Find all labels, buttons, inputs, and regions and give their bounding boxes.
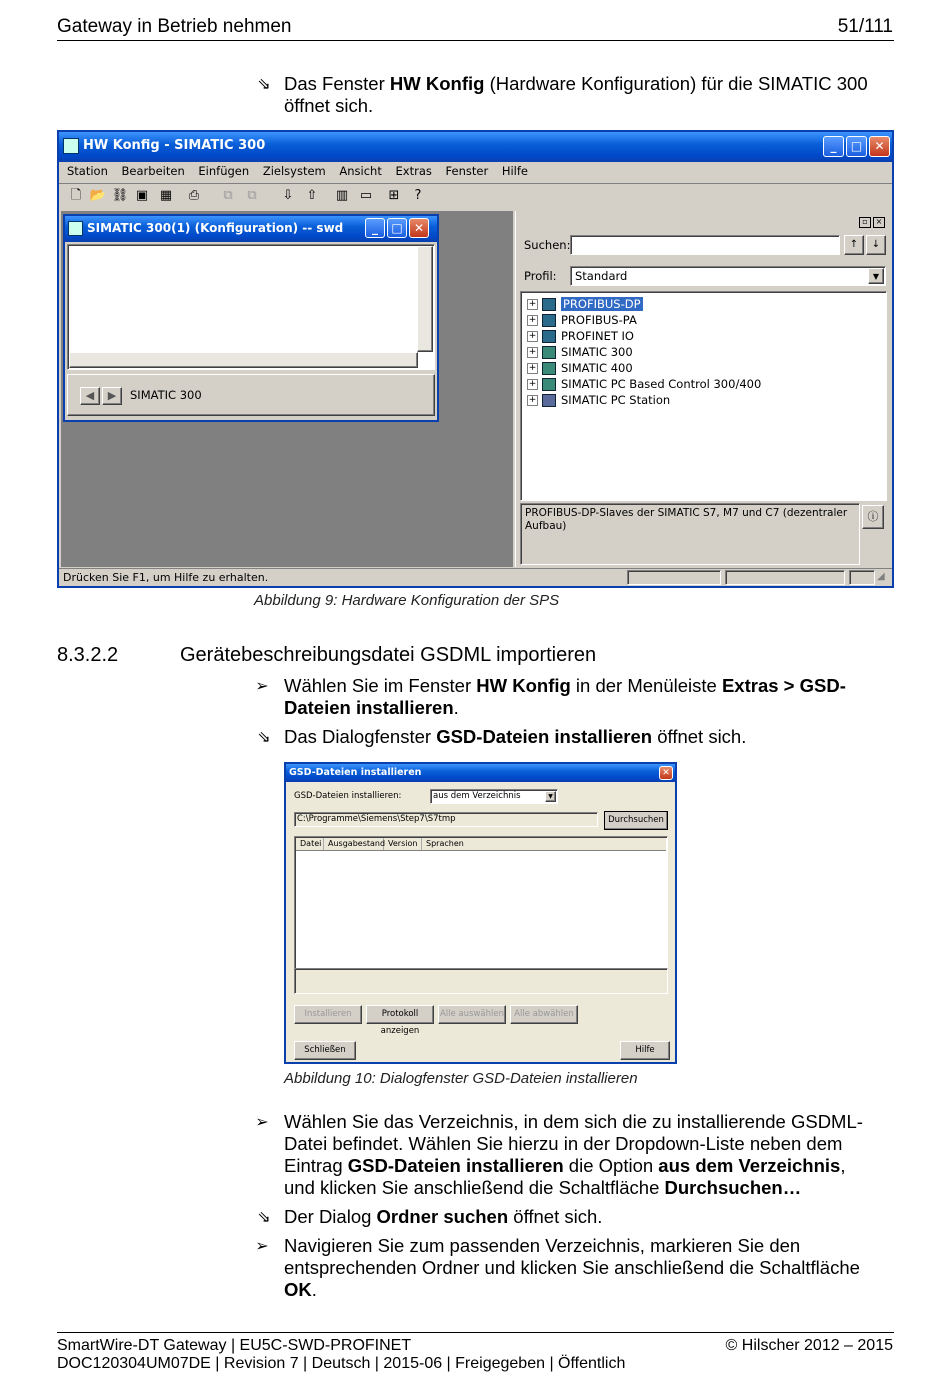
close-button[interactable]: Schließen [294, 1041, 356, 1060]
help-button[interactable]: Hilfe [620, 1041, 670, 1060]
network-node-icon [542, 314, 556, 327]
bullet-arrow-icon: ➢ [255, 678, 269, 695]
menu-extras[interactable]: Extras [395, 164, 432, 178]
station-titlebar [65, 216, 437, 242]
description-box: PROFIBUS-DP-Slaves der SIMATIC S7, M7 und C7 (dezentraler Aufbau) [520, 503, 860, 565]
col-ausgabestand[interactable]: Ausgabestand [324, 838, 384, 850]
step-text-2: Wählen Sie im Fenster HW Konfig in der Menüleiste Extras > GSD- Dateien installieren. [284, 675, 846, 718]
print-icon[interactable]: ⎙ [188, 188, 200, 203]
footer-rule [57, 1332, 894, 1333]
tree-item-profinet-io[interactable]: + PROFINET IO [528, 329, 634, 343]
toolbar [59, 184, 892, 210]
station-window [63, 214, 439, 422]
section-number: 8.3.2.2 [57, 644, 119, 666]
chevron-down-icon[interactable]: ▼ [868, 268, 884, 284]
hwkonfig-titlebar [59, 132, 892, 162]
tree-item-profibus-pa[interactable]: + PROFIBUS-PA [528, 313, 637, 327]
step-text-4: Navigieren Sie zum passenden Verzeichnis, markieren Sie den entsprechenden Ordner und klicken Sie anschließend die Schaltfläche OK. [284, 1235, 860, 1300]
header-title: Gateway in Betrieb nehmen [57, 16, 292, 37]
station-maximize-icon[interactable]: □ [387, 218, 407, 238]
search-label: Suchen: [524, 238, 571, 252]
rack-icon [542, 362, 556, 375]
network-node-icon [542, 330, 556, 343]
network-node-icon [542, 298, 556, 311]
section-title: Gerätebeschreibungsdatei GSDML importieren [180, 644, 597, 666]
menu-hilfe[interactable]: Hilfe [501, 164, 529, 178]
back-arrow-icon[interactable]: ◀ [80, 387, 100, 405]
install-button[interactable]: Installieren [294, 1005, 362, 1024]
tree-item-simatic-300[interactable]: + SIMATIC 300 [528, 345, 633, 359]
vertical-scrollbar[interactable] [417, 246, 433, 352]
menu-zielsystem[interactable]: Zielsystem [262, 164, 326, 178]
result-text-2: Das Dialogfenster GSD-Dateien installieren öffnet sich. [284, 726, 747, 747]
compile-icon[interactable]: ▦ [159, 188, 173, 203]
gsd-path-field[interactable]: C:\Programme\Siemens\Step7\S7tmp [294, 812, 598, 827]
col-datei[interactable]: Datei [296, 838, 324, 850]
menu-ansicht[interactable]: Ansicht [339, 164, 382, 178]
menubar [67, 164, 538, 182]
help-context-icon[interactable]: ? [414, 188, 422, 203]
upload-icon[interactable]: ⇧ [306, 188, 318, 203]
gsd-dialog [284, 762, 677, 1064]
tree-item-simatic-pc-based[interactable]: + SIMATIC PC Based Control 300/400 [528, 377, 762, 391]
profile-select[interactable] [570, 266, 886, 286]
footer-product: SmartWire-DT Gateway | EU5C-SWD-PROFINET [57, 1337, 412, 1354]
station-label: SIMATIC 300 [130, 388, 202, 402]
step-text-3: Wählen Sie das Verzeichnis, in dem sich die zu installierende GSDML- Datei befindet. Wählen Sie hierzu in der Dropdown-Liste neben dem Eintrag GSD-Dateien installieren die Option aus dem Verzeichnis, und klicken Sie anschließend die Schaltfläche Durchsuchen… [284, 1111, 863, 1198]
horizontal-scrollbar[interactable] [69, 352, 418, 368]
paste-icon[interactable]: ⧉ [247, 188, 257, 203]
catalog-info-icon[interactable]: ⓘ [862, 505, 884, 529]
app-icon [63, 138, 79, 154]
rack-icon [542, 346, 556, 359]
network-icon[interactable]: ⛓ [111, 188, 129, 203]
gsd-source-value: aus dem Verzeichnis [433, 791, 521, 801]
netpro-icon[interactable]: ⊞ [388, 188, 400, 203]
resize-grip-icon[interactable]: ◢ [877, 571, 885, 582]
gsd-list-header [296, 838, 666, 851]
browse-button[interactable]: Durchsuchen [604, 811, 668, 830]
catalog-panel [515, 211, 893, 567]
result-text-3: Der Dialog Ordner suchen öffnet sich. [284, 1206, 603, 1227]
tree-item-simatic-400[interactable]: + SIMATIC 400 [528, 361, 633, 375]
show-log-button[interactable]: Protokoll anzeigen [366, 1005, 434, 1024]
footer-copyright: © Hilscher 2012 – 2015 [725, 1337, 893, 1354]
tree-item-simatic-pc-station[interactable]: + SIMATIC PC Station [528, 393, 671, 407]
profile-label: Profil: [524, 269, 557, 283]
menu-station[interactable]: Station [67, 164, 108, 178]
copy-icon[interactable]: ⧉ [223, 188, 233, 203]
caption-figure-10: Abbildung 10: Dialogfenster GSD-Dateien installieren [284, 1070, 638, 1087]
close-icon[interactable]: ✕ [869, 136, 890, 157]
caption-figure-9: Abbildung 9: Hardware Konfiguration der SPS [254, 592, 560, 609]
menu-fenster[interactable]: Fenster [445, 164, 489, 178]
maximize-icon[interactable]: □ [846, 136, 867, 157]
result-arrow-icon: ⇘ [257, 1209, 271, 1226]
pc-station-icon [542, 394, 556, 407]
new-icon[interactable]: 🗋 [70, 188, 82, 203]
search-down-icon[interactable]: ↓ [866, 235, 886, 255]
station-title: SIMATIC 300(1) (Konfiguration) -- swd [87, 221, 344, 235]
save-icon[interactable]: ▣ [135, 188, 149, 203]
result-arrow-icon: ⇘ [257, 729, 271, 746]
station-canvas[interactable] [67, 244, 435, 370]
gsd-title: GSD-Dateien installieren [289, 767, 422, 778]
header-rule [57, 40, 894, 41]
gsd-source-select[interactable] [430, 789, 558, 804]
footer-doc-info: DOC120304UM07DE | Revision 7 | Deutsch | 2015-06 | Freigegeben | Öffentlich [57, 1355, 626, 1372]
open-icon[interactable]: 📂 [89, 188, 107, 203]
menu-bearbeiten[interactable]: Bearbeiten [121, 164, 185, 178]
rack-icon [542, 378, 556, 391]
panel-close-icon[interactable]: × [873, 217, 885, 228]
menu-einfuegen[interactable]: Einfügen [198, 164, 250, 178]
station-icon [68, 221, 83, 236]
gsd-install-label: GSD-Dateien installieren: [294, 791, 402, 801]
station-close-icon[interactable]: ✕ [409, 218, 429, 238]
search-up-icon[interactable]: ↑ [844, 235, 864, 255]
bullet-arrow-icon: ➢ [255, 1114, 269, 1131]
station-minimize-icon[interactable]: _ [365, 218, 385, 238]
download-icon[interactable]: ⇩ [282, 188, 294, 203]
tree-item-profibus-dp[interactable]: + PROFIBUS-DP [528, 297, 641, 311]
search-input[interactable] [570, 235, 840, 255]
deselect-all-button[interactable]: Alle abwählen [510, 1005, 578, 1024]
catalog-icon[interactable]: ▥ [335, 188, 349, 203]
forward-arrow-icon[interactable]: ▶ [102, 387, 122, 405]
statusbar [59, 568, 892, 587]
hwkonfig-window [57, 130, 894, 588]
minimize-icon[interactable]: _ [823, 136, 844, 157]
gsd-status-area [294, 968, 668, 994]
col-version[interactable]: Version [384, 838, 422, 850]
gsd-close-icon[interactable]: ✕ [659, 766, 673, 780]
page-number: 51/111 [837, 16, 893, 37]
select-all-button[interactable]: Alle auswählen [438, 1005, 506, 1024]
dock-icon[interactable]: ▫ [859, 217, 871, 228]
gsd-titlebar [286, 764, 675, 782]
col-sprachen[interactable]: Sprachen [426, 839, 464, 848]
result-arrow-icon: ⇘ [257, 76, 271, 93]
profile-value: Standard [575, 269, 628, 283]
window-icon[interactable]: ▭ [359, 188, 373, 203]
hwkonfig-title: HW Konfig - SIMATIC 300 [83, 138, 266, 153]
bullet-arrow-icon: ➢ [255, 1238, 269, 1255]
catalog-tree [520, 291, 887, 501]
status-text: Drücken Sie F1, um Hilfe zu erhalten. [63, 571, 269, 584]
station-nav-panel [67, 374, 435, 416]
result-text-1: Das Fenster HW Konfig (Hardware Konfiguration) für die SIMATIC 300 öffnet sich. [284, 73, 868, 116]
chevron-down-icon[interactable]: ▼ [545, 791, 556, 802]
